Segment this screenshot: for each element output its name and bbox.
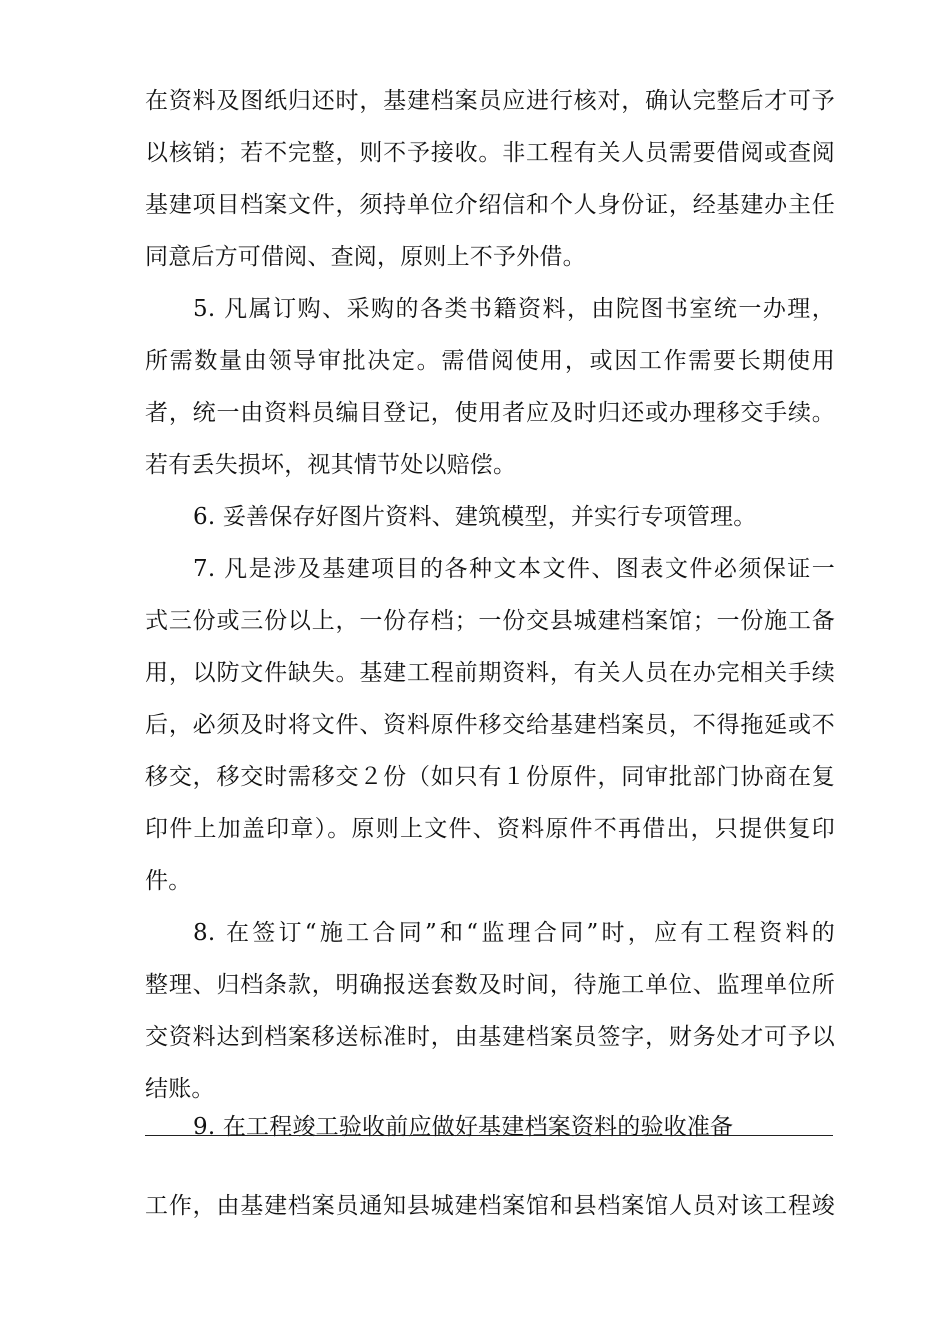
text-line: 后，必须及时将文件、资料原件移交给基建档案员，不得拖延或不 xyxy=(145,712,835,738)
paragraph-6-line: 6. 妥善保存好图片资料、建筑模型，并实行专项管理。 xyxy=(193,504,757,530)
paragraph-5-first-line: 5. 凡属订购、采购的各类书籍资料，由院图书室统一办理， xyxy=(193,296,835,322)
paragraph-7-first-line: 7. 凡是涉及基建项目的各种文本文件、图表文件必须保证一 xyxy=(193,556,835,582)
text-line: 结账。 xyxy=(145,1076,215,1102)
page-break-divider xyxy=(145,1135,833,1136)
paragraph-9-first-line: 9. 在工程竣工验收前应做好基建档案资料的验收准备 xyxy=(193,1114,734,1140)
paragraph-8-first-line: 8. 在签订“施工合同”和“监理合同”时，应有工程资料的 xyxy=(193,920,835,946)
text-line: 工作，由基建档案员通知县城建档案馆和县档案馆人员对该工程竣 xyxy=(145,1193,835,1219)
text-line: 整理、归档条款，明确报送套数及时间，待施工单位、监理单位所 xyxy=(145,972,835,998)
text-line: 交资料达到档案移送标准时，由基建档案员签字，财务处才可予以 xyxy=(145,1024,835,1050)
text-line: 基建项目档案文件，须持单位介绍信和个人身份证，经基建办主任 xyxy=(145,192,835,218)
text-line: 若有丢失损坏，视其情节处以赔偿。 xyxy=(145,452,517,478)
text-line: 印件上加盖印章）。原则上文件、资料原件不再借出，只提供复印 xyxy=(145,816,835,842)
text-line: 以核销；若不完整，则不予接收。非工程有关人员需要借阅或查阅 xyxy=(145,140,835,166)
text-line: 件。 xyxy=(145,868,192,894)
text-line: 所需数量由领导审批决定。需借阅使用，或因工作需要长期使用 xyxy=(145,348,835,374)
text-line: 同意后方可借阅、查阅，原则上不予外借。 xyxy=(145,244,586,270)
text-line: 式三份或三份以上，一份存档；一份交县城建档案馆；一份施工备 xyxy=(145,608,835,634)
text-line: 在资料及图纸归还时，基建档案员应进行核对，确认完整后才可予 xyxy=(145,88,835,114)
text-line: 者，统一由资料员编目登记，使用者应及时归还或办理移交手续。 xyxy=(145,400,835,426)
text-line: 移交，移交时需移交２份（如只有１份原件，同审批部门协商在复 xyxy=(145,764,835,790)
text-line: 用，以防文件缺失。基建工程前期资料，有关人员在办完相关手续 xyxy=(145,660,835,686)
